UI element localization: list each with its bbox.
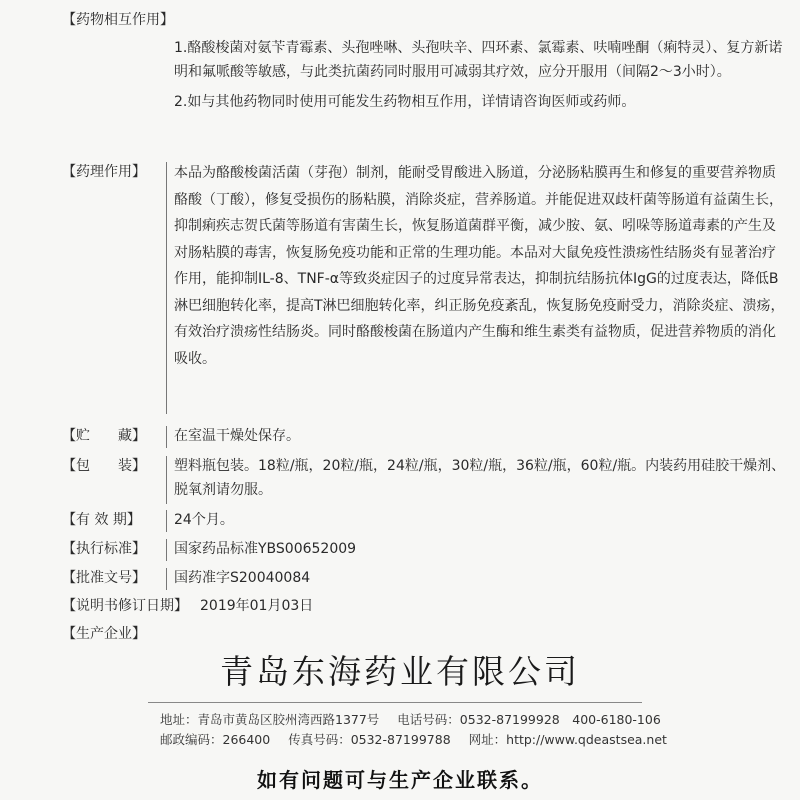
interaction-item-2: 2.如与其他药物同时使用可能发生药物相互作用，详情请咨询医师或药师。 <box>174 94 636 110</box>
divider <box>166 162 167 414</box>
divider <box>166 426 167 448</box>
company-phone: 电话号码：0532-87199928 400-6180-106 <box>397 712 661 727</box>
standard-text: 国家药品标准YBS00652009 <box>174 541 357 557</box>
validity-text: 24个月。 <box>174 512 234 528</box>
divider <box>166 539 167 561</box>
divider <box>166 456 167 504</box>
validity-section <box>62 508 786 534</box>
pharmacology-text: 本品为酪酸梭菌活菌（芽孢）制剂，能耐受胃酸进入肠道，分泌肠粘膜再生和修复的重要营养物质酪酸（丁酸），修复受损伤的肠粘膜，消除炎症，营养肠道。并能促进双歧杆菌等肠道有益菌生长，抑制痢疾志贺氏菌等肠道有害菌生长，恢复肠道菌群平衡，减少胺、氨、吲哚等肠道毒素的产生及对肠粘膜的毒害，恢复肠免疫功能和正常的生理功能。本品对大鼠免疫性溃疡性结肠炎有显著治疗作用，能抑制IL-8、TNF-α等致炎症因子的过度异常表达，抑制抗结肠抗体IgG的过度表达，降低B淋巴细胞转化率，提高T淋巴细胞转化率，纠正肠免疫紊乱，恢复肠免疫耐受力，消除炎症、溃疡，有效治疗溃疡性结肠炎。同时酪酸梭菌在肠道内产生酶和维生素类有益物质，促进营养物质的消化吸收。 <box>174 165 785 367</box>
package-label: 【包 装】 <box>62 458 146 474</box>
approval-label: 【批准文号】 <box>62 570 146 586</box>
package-text: 塑料瓶包装。18粒/瓶，20粒/瓶，24粒/瓶，30粒/瓶，36粒/瓶，60粒/瓶。内装药用硅胶干燥剂、脱氧剂请勿服。 <box>174 458 786 498</box>
interaction-label: 【药物相互作用】 <box>62 12 174 28</box>
contact-notice: 如有问题可与生产企业联系。 <box>257 768 543 792</box>
manufacturer-section <box>62 622 786 648</box>
revision-text: 2019年01月03日 <box>200 598 314 614</box>
company-address: 地址：青岛市黄岛区胶州湾西路1377号 <box>160 712 380 727</box>
manufacturer-label: 【生产企业】 <box>62 626 146 642</box>
revision-section <box>62 594 786 620</box>
company-fax: 传真号码：0532-87199788 <box>288 732 451 747</box>
company-postcode: 邮政编码：266400 <box>160 732 271 747</box>
company-name: 青岛东海药业有限公司 <box>220 652 580 691</box>
revision-label: 【说明书修订日期】 <box>62 598 188 614</box>
standard-label: 【执行标准】 <box>62 541 146 557</box>
approval-section <box>62 566 786 592</box>
pharmacology-section <box>62 160 786 416</box>
approval-text: 国药准字S20040084 <box>174 570 311 586</box>
interaction-list <box>174 36 790 120</box>
storage-section <box>62 424 786 450</box>
company-divider <box>148 702 642 703</box>
validity-label: 【有 效 期】 <box>62 512 141 528</box>
storage-text: 在室温干燥处保存。 <box>174 428 300 444</box>
storage-label: 【贮 藏】 <box>62 428 146 444</box>
standard-section <box>62 537 786 563</box>
company-contact <box>160 710 681 750</box>
pharmacology-label: 【药理作用】 <box>62 164 146 180</box>
interaction-item-1: 1.酪酸梭菌对氨苄青霉素、头孢唑啉、头孢呋辛、四环素、氯霉素、呋喃唑酮（痢特灵）、复方新诺明和氟哌酸等敏感，与此类抗菌药同时服用可减弱其疗效，应分开服用（间隔2～3小时）。 <box>174 40 783 80</box>
divider <box>166 568 167 590</box>
divider <box>166 510 167 532</box>
package-section <box>62 454 786 506</box>
company-website: 网址：http://www.qdeastsea.net <box>468 732 667 747</box>
